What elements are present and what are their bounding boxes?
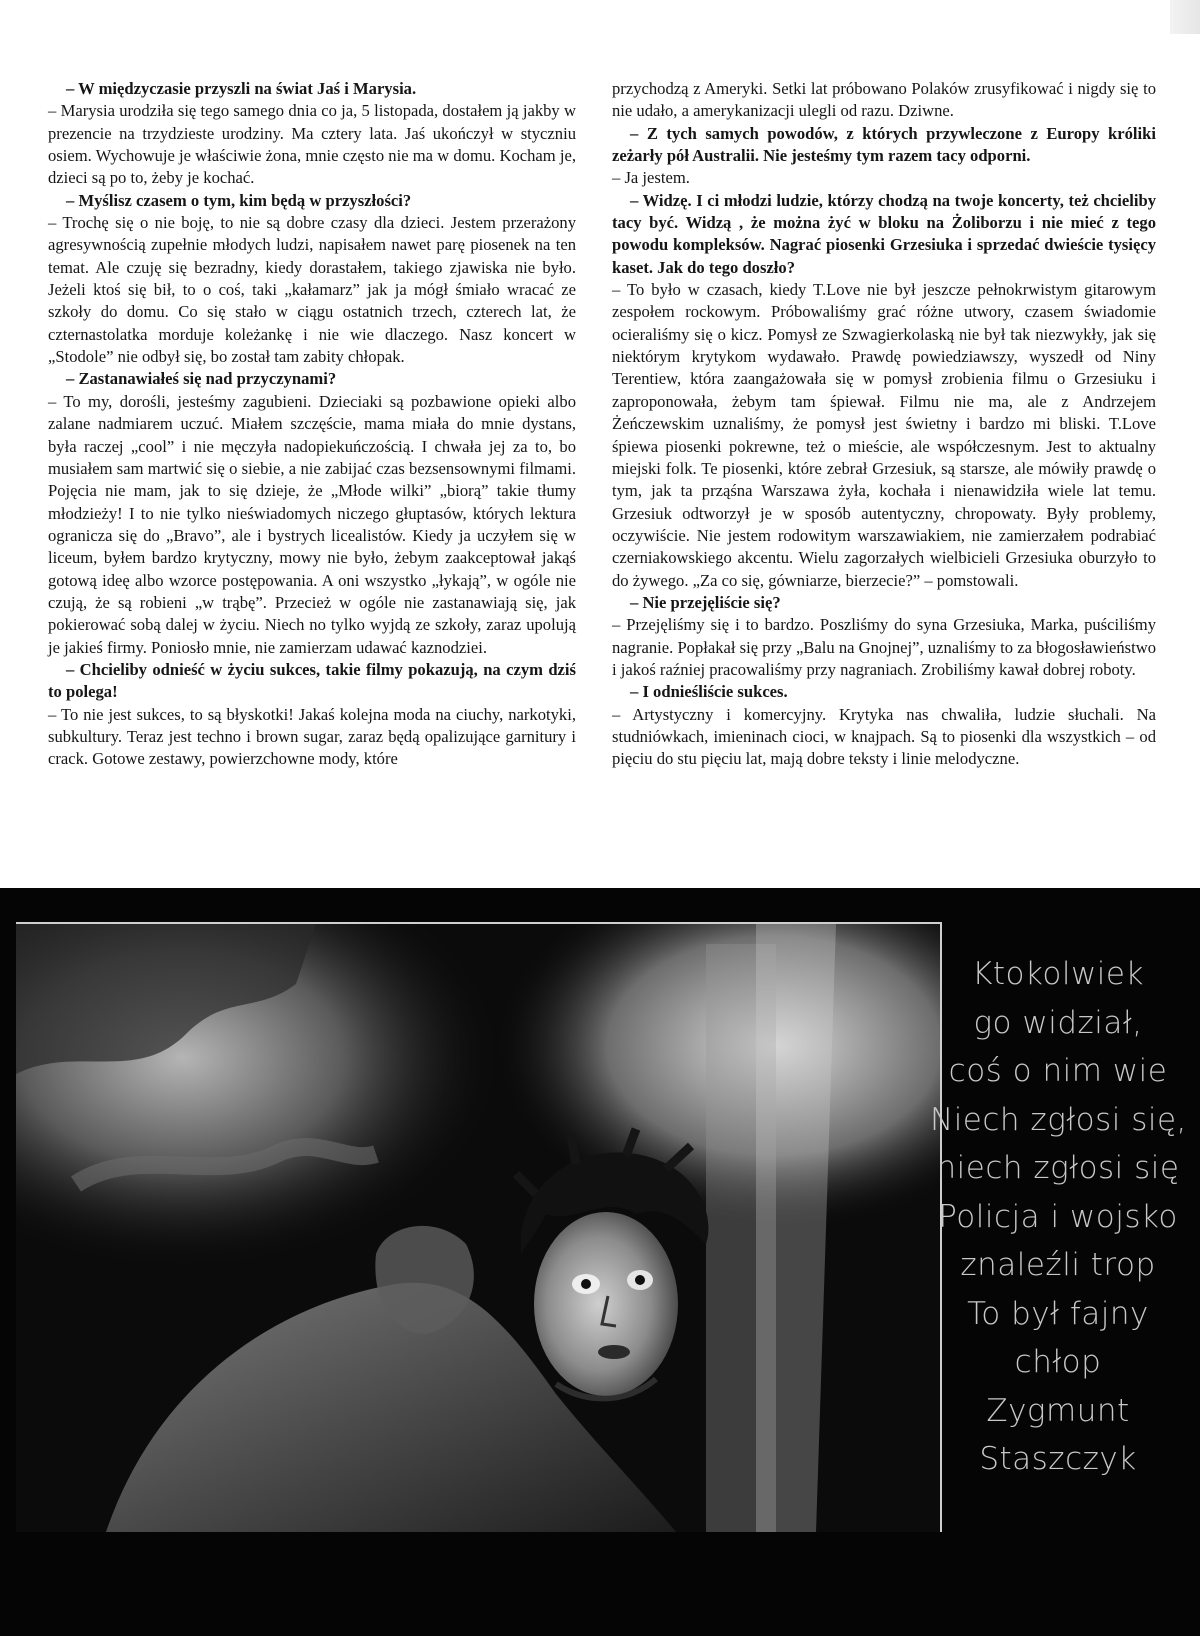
poem-line: znaleźli trop (960, 1247, 1156, 1283)
answer-paragraph: przychodzą z Ameryki. Setki lat próbowano Polaków zrusyfikować i nigdy się to nie udało, a amerykanizacji ulegli od razu. Dziwne. (612, 79, 1156, 121)
poem-line: niech zgłosi się (936, 1150, 1180, 1186)
poem-line: chłop (1014, 1344, 1102, 1380)
poem-line: Staszczyk (979, 1441, 1137, 1477)
question-paragraph: – I odnieśliście sukces. (630, 682, 788, 702)
answer-paragraph: – Artystyczny i komercyjny. Krytyka nas chwaliła, ludzie słuchali. Na studniówkach, imieninach cioci, w knajpach. Są to piosenki dla wszystkich – od pięciu do stu pięciu lat, mają dobre teksty i linie melodyczne. (612, 704, 1156, 769)
question-paragraph: – Myślisz czasem o tym, kim będą w przyszłości? (66, 190, 412, 210)
poem-lyrics (930, 950, 1186, 1484)
page-corner-scan-edge (1170, 0, 1200, 34)
poem-line: go widział, (973, 1004, 1143, 1041)
portrait-photo-art (16, 924, 940, 1532)
poem-line: coś o nim wie (948, 1053, 1168, 1089)
question-paragraph: – Chcieliby odnieść w życiu sukces, takie filmy pokazują, na czym dziś to polega! (48, 659, 576, 702)
question-paragraph: – W międzyczasie przyszli na świat Jaś i Marysia. (66, 79, 417, 98)
right-text-column (612, 78, 1156, 771)
question-paragraph: – Zastanawiałeś się nad przyczynami? (66, 369, 337, 389)
answer-paragraph: – To było w czasach, kiedy T.Love nie był jeszcze pełnokrwistym gitarowym zespołem rockowym. Próbowaliśmy grać różne utwory, czasem świadomie ocieraliśmy się o kicz. Pomysł ze Szwagierkolaską nie był tak niezwykły, jak się niektórym krytykom wydawało. Prawdę powiedziawszy, wyszedł od Niny Terentiew, która zaangażowała się w pomysł zrobienia filmu o Grzesiuku i zaproponowała, żebym tam śpiewał. Filmu nie ma, ale z Andrzejem Żeńczewskim uznaliśmy, że pomysł jest świetny i bardzo mi bliski. T.Love śpiewa piosenki pokrewne, też o mieście, ale współczesnym. Jest to aktualny miejski folk. Te piosenki, które zebrał Grzesiuk, są starsze, ale mówiły prawdę o tym, jak ta prząśna Warszawa żyła, kochała i nienawidziła wiele lat temu. Grzesiuk odtworzył je w sposób autentyczny, chropowaty. Były problemy, oczywiście. Nie jestem rodowitym warszawiakiem, nie zamierzałem podrabiać czerniakowskiego akcentu. Wielu zagorzałych wielbicieli Grzesiuka oburzyło to do żywego. „Za co się, gówniarze, bierzecie?” – pomstowali. (612, 280, 1156, 590)
poem-line: Policja i wojsko (938, 1198, 1178, 1235)
portrait-photo (16, 922, 942, 1532)
question-paragraph: – Nie przejęliście się? (630, 592, 781, 612)
poem-line: Ktokolwiek (972, 956, 1144, 992)
answer-paragraph: – Przejęliśmy się i to bardzo. Poszliśmy do syna Grzesiuka, Marka, puściliśmy nagranie. Popłakał się przy „Balu na Gnojnej”, uznaliśmy to za błogosławieństwo i jakoś raźniej pracowaliśmy przy nagraniach. Zrobiliśmy kawał dobrej roboty. (612, 615, 1156, 679)
poem-line: To był fajny (967, 1295, 1149, 1332)
left-text-column (48, 78, 576, 771)
poem-line: Zygmunt (986, 1392, 1130, 1429)
answer-paragraph: – To nie jest sukces, to są błyskotki! Jakaś kolejna moda na ciuchy, narkotyki, subkultury. Teraz jest techno i brown sugar, zaraz będą opalizujące garnitury i crack. Gotowe zestawy, powierzchowne mody, które (48, 704, 576, 769)
answer-paragraph: – Trochę się o nie boję, to nie są dobre czasy dla dzieci. Jestem przerażony agresywnością zupełnie młodych ludzi, napisałem nawet parę piosenek na ten temat. Ale czuję się bezradny, kiedy dorastałem, takiego zjawiska nie było. Jeżeli ktoś się bił, to o coś, taki „kałamarz” jak ja mógł śmiało wracać ze szkoły do domu. Co się stało w ciągu ostatnich trzech, czterech lat, że czternastolatka morduje koleżankę i nie wie dlaczego. Nasz koncert w „Stodole” nie odbył się, bo został tam zabity chłopak. (48, 213, 576, 367)
question-paragraph: – Widzę. I ci młodzi ludzie, którzy chodzą na twoje koncerty, też chcieliby tacy być. Widzą , że można żyć w bloku na Żoliborzu i nie mieć z tego powodu kompleksów. Nagrać piosenki Grzesiuka i sprzedać dwieście tysięcy kaset. Jak do tego doszło? (612, 190, 1156, 277)
answer-paragraph: – To my, dorośli, jesteśmy zagubieni. Dzieciaki są pozbawione opieki albo zalane nadmiarem uczuć. Miałem szczęście, mama miała do mnie dystans, była raczej „cool” i nie męczyła nadopiekuńczością. I chwała jej za to, bo musiałem sam martwić się o siebie, a nie zabijać czas bezsensownymi filmami. Pojęcia nie mam, jak to się dzieje, że „Młode wilki” „biorą” takie tłumy młodzieży! I to nie tylko nieświadomych niczego głuptasów, których lektura ogranicza się do „Bravo”, ale i bystrych licealistów. Kiedy ja uczyłem się w liceum, byłem bardzo krytyczny, mowy nie było, żebym zaakceptował jakąś gotową ideę albo wzorce postępowania. A oni wszystko „łykają”, w ogóle nie czują, że są robieni „w trąbę”. Przecież w ogóle nie zastanawiają się, jak pokierować sobą dalej w życiu. Niech no tylko wyjdą ze szkoły, zaraz upolują je jakieś firmy. Poniosło mnie, nie zamierzam udawać kaznodziei. (48, 391, 576, 657)
question-paragraph: – Z tych samych powodów, z których przywleczone z Europy króliki zeżarły pół Australii. Nie jesteśmy tym razem tacy odporni. (612, 123, 1156, 166)
photo-panel (0, 888, 1200, 1636)
answer-paragraph: – Marysia urodziła się tego samego dnia co ja, 5 listopada, dostałem ją jakby w prezencie na trzydzieste urodziny. Ma cztery lata. Jaś ukończył w styczniu osiem. Wychowuje je właściwie żona, mnie często nie ma w domu. Kocham je, dzieci są po to, żeby je kochać. (48, 101, 576, 188)
answer-paragraph: – Ja jestem. (612, 168, 690, 188)
poem-line: Niech zgłosi się, (930, 1101, 1187, 1138)
